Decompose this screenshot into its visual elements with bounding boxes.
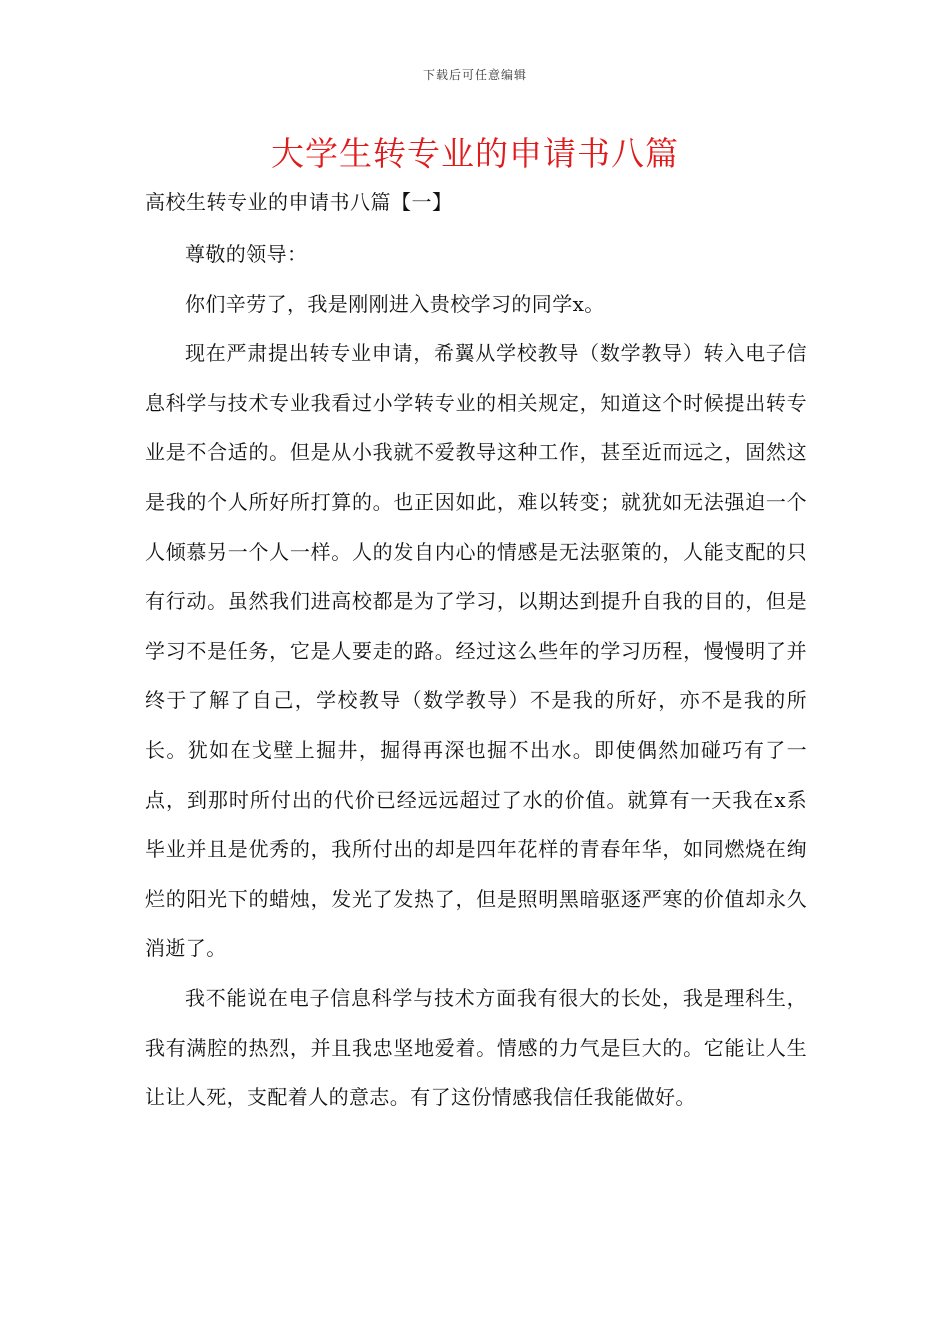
header-note: 下载后可任意编辑 [422, 68, 527, 82]
section-heading: 高校生转专业的申请书八篇【一】 [145, 190, 453, 214]
document-title: 大学生转专业的申请书八篇 [271, 134, 679, 173]
greeting-paragraph: 你们辛劳了，我是刚刚进入贵校学习的同学x。 [185, 291, 605, 316]
body-paragraph: 我不能说在电子信息科学与技术方面我有很大的长处，我是理科生，我有满腔的热烈，并且我忠坚地爱着。情感的力气是巨大的。它能让人生让让人死，支配着人的意志。有了这份情感我信任我能做好。 [145, 985, 807, 1110]
salutation-paragraph: 尊敬的领导： [185, 242, 308, 266]
document-body [145, 230, 807, 1123]
body-paragraph: 现在严肃提出转专业申请，希翼从学校教导（数学教导）转入电子信息科学与技术专业我看过小学转专业的相关规定，知道这个时候提出转专业是不合适的。但是从小我就不爱教导这种工作，甚至近而远之，固然这是我的个人所好所打算的。也正因如此，难以转变；就犹如无法强迫一个人倾慕另一个人一样。人的发自内心的情感是无法驱策的，人能支配的只有行动。虽然我们进高校都是为了学习，以期达到提升自我的目的，但是学习不是任务，它是人要走的路。经过这么些年的学习历程，慢慢明了并终于了解了自己，学校教导（数学教导）不是我的所好，亦不是我的所长。犹如在戈壁上掘井，掘得再深也掘不出水。即使偶然加碰巧有了一点，到那时所付出的代价已经远远超过了水的价值。就算有一天我在x系毕业并且是优秀的，我所付出的却是四年花样的青春年华，如同燃烧在绚烂的阳光下的蜡烛，发光了发热了，但是照明黑暗驱逐严寒的价值却永久消逝了。 [145, 341, 807, 961]
